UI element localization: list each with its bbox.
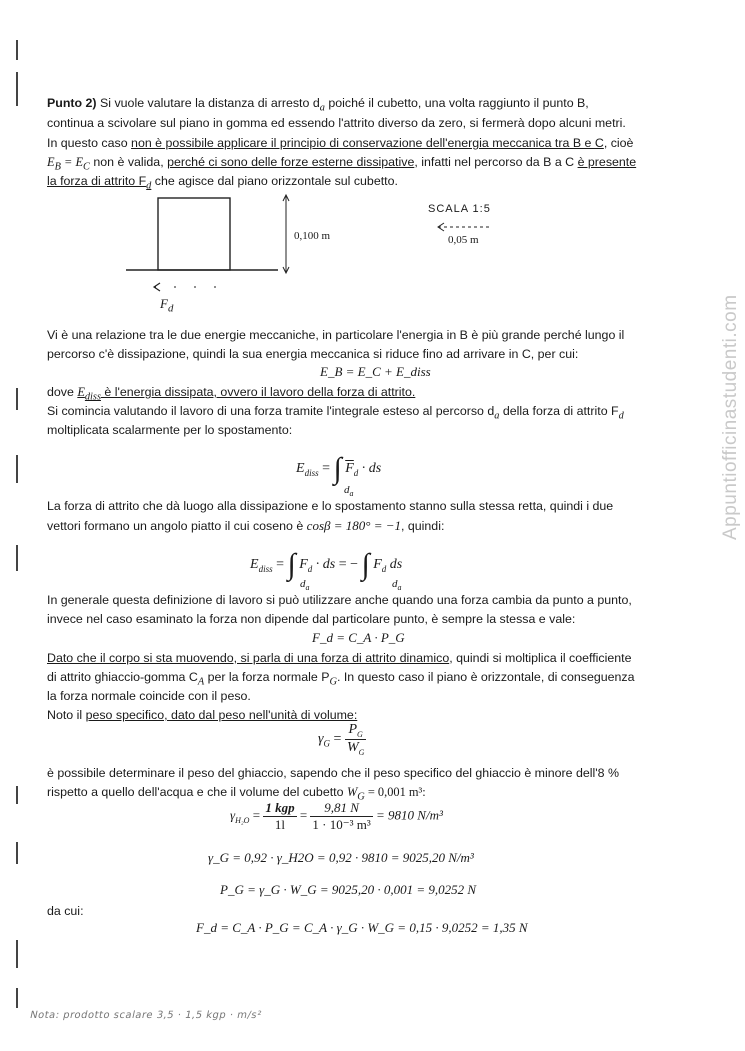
paragraph-line: moltiplicata scalarmente per lo spostamento: (47, 423, 293, 437)
integral-limit: $d_a$ (300, 578, 310, 593)
margin-mark (16, 388, 18, 410)
integral-sign: ∫ (361, 548, 370, 581)
friction-force-equation: F_d = C_A · P_G (312, 630, 405, 645)
paragraph-line: percorso c'è dissipazione, quindi la sua energia meccanica si riduce fino ad arrivare in C, per cui: (47, 347, 579, 361)
scale-value: 0,05 m (448, 234, 479, 246)
cube-square (158, 198, 230, 270)
force-arrowhead (154, 283, 160, 291)
integral-sign: ∫ (287, 548, 296, 581)
paragraph-line: di attrito ghiaccio-gomma $C_A$ per la forza normale $P_G$. In questo caso il piano è orizzontale, di conseguenza (47, 670, 635, 688)
scale-arrow (436, 220, 496, 234)
ice-specific-weight-equation: γ_G = 0,92 · γ_H2O = 0,92 · 9810 = 9025,20 N/m³ (208, 850, 474, 865)
integral-equation: $E_{diss}$ = ∫ $F_d$ · ds = − ∫ $F_d$ ds (250, 548, 403, 581)
paragraph-line: Vi è una relazione tra le due energie meccaniche, in particolare l'energia in B è più grande perché lungo il (47, 328, 625, 342)
integral-sign: ∫ (333, 452, 342, 485)
cube-figure (118, 192, 378, 312)
watermark: Appuntiofficinastudenti.com (720, 294, 741, 540)
water-specific-weight-equation: $\gamma_{H_2O}$ = $\frac{\text{1 kgp}}{1l}$ = $\frac{9,81 N}{\text{1 · 10⁻³ m³}}$ = 9810 N/m³ (230, 800, 443, 832)
margin-mark (16, 545, 18, 571)
paragraph-line: Si comincia valutando il lavoro di una forza tramite l'integrale esteso al percorso $d_a$ della forza di attrito $F_d$ (47, 404, 624, 422)
paragraph-line: In questo caso non è possibile applicare il principio di conservazione dell'energia meccanica tra B e C, cioè (47, 136, 634, 150)
margin-mark (16, 72, 18, 106)
integral-equation: $E_{diss}$ = ∫ $\overline{F}_d$ · ds (296, 452, 382, 485)
handwritten-note: Nota: prodotto scalare 3,5 · 1,5 kgp · m/s² (28, 1010, 263, 1021)
friction-result-equation: F_d = C_A · P_G = C_A · γ_G · W_G = 0,15 · 9,0252 = 1,35 N (196, 920, 528, 935)
margin-mark (16, 940, 18, 968)
margin-mark (16, 842, 18, 864)
paragraph-line: la forza di attrito $F_d$ che agisce dal piano orizzontale sul cubetto. (47, 174, 398, 192)
paragraph-line: vettori formano un angolo piatto il cui coseno è cosβ = 180° = −1, quindi: (47, 518, 445, 533)
integral-limit: $d_a$ (392, 578, 402, 593)
paragraph-line: è possibile determinare il peso del ghiaccio, sapendo che il peso specifico del ghiaccio è minore dell'8 % (47, 766, 619, 780)
paragraph-line: rispetto a quello dell'acqua e che il volume del cubetto $W_G = 0,001$ m³: (47, 785, 426, 803)
ice-weight-equation: P_G = γ_G · W_G = 9025,20 · 0,001 = 9,0252 N (220, 882, 477, 897)
paragraph-line: la forza normale coincide con il peso. (47, 689, 251, 703)
paragraph-line: continua a scivolare sul piano in gomma ed essendo l'attrito diverso da zero, si fermerà dopo alcuni metri. (47, 116, 626, 130)
margin-mark (16, 786, 18, 804)
specific-weight-equation: $\gamma_G$ = $\frac{P_G}{W_G}$ (318, 722, 365, 757)
paragraph-line: dove $E_{diss}$ è l'energia dissipata, ovvero il lavoro della forza di attrito. (47, 385, 416, 403)
paragraph-line: da cui: (47, 904, 84, 918)
margin-mark (16, 455, 18, 483)
paragraph-line: Noto il peso specifico, dato dal peso nell'unità di volume: (47, 708, 358, 722)
dimension-label: 0,100 m (294, 230, 331, 242)
integral-limit: $d_a$ (344, 484, 354, 499)
paragraph-line: Punto 2) Si vuole valutare la distanza di arresto $d_a$ poiché il cubetto, una volta raggiunto il punto B, (47, 96, 589, 114)
scale-title: SCALA 1:5 (428, 203, 491, 215)
margin-mark (16, 40, 18, 60)
force-label: $F_d$ (160, 296, 174, 315)
energy-balance-equation: E_B = E_C + E_diss (320, 364, 431, 379)
paragraph-line: La forza di attrito che dà luogo alla dissipazione e lo spostamento stanno sulla stessa retta, quindi i due (47, 499, 614, 513)
paragraph-line: invece nel caso esaminato la forza non dipende dal particolare punto, è sempre la stessa e vale: (47, 612, 576, 626)
paragraph-line: Dato che il corpo si sta muovendo, si parla di una forza di attrito dinamico, quindi si moltiplica il coefficiente (47, 651, 632, 665)
paragraph-line: $E_B = E_C$ non è valida, perché ci sono delle forze esterne dissipative, infatti nel percorso da B a C è presente (47, 155, 637, 173)
paragraph-line: In generale questa definizione di lavoro si può utilizzare anche quando una forza cambia da punto a punto, (47, 593, 632, 607)
margin-mark (16, 988, 18, 1008)
